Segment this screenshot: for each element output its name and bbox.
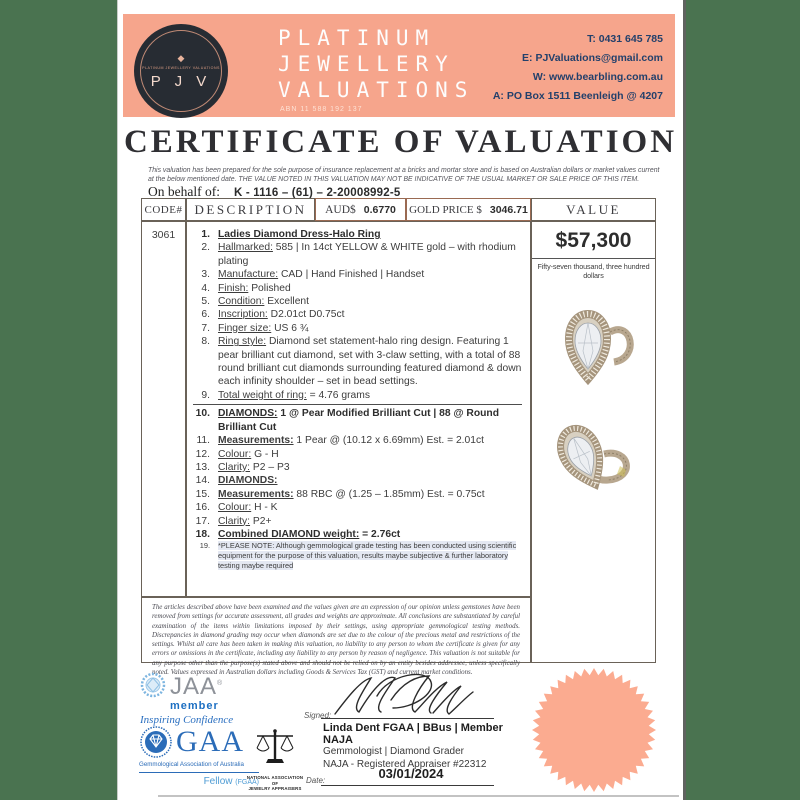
col-header-aud [315,198,406,221]
signee-name: Linda Dent FGAA | BBus | Member NAJA [323,722,503,746]
description-item: 15. Measurements: 88 RBC @ (1.25 – 1.85mm) Est. = 0.75ct [195,488,485,500]
description-item: 8. Ring style: Diamond set statement-halo ring design. Featuring 1 pear brilliant cut diamond, set with 3-claw setting, with a total of 88 round brilliant cut diamonds surrounding featured diamond & down each infinity shoulder – set in bead settings. [201,336,522,388]
contact-address: A: PO Box 1511 Beenleigh @ 4207 [492,90,663,102]
brand-line-2: JEWELLERY [278,52,455,76]
description-item: 4. Finish: Polished [201,282,291,294]
item-code-cell: 3061 [141,221,186,597]
gaa-fellow-label: Fellow (FGAA) [203,776,259,787]
logo-ring-text: PLATINUM JEWELLERY VALUATIONS [142,65,220,70]
contact-block [493,30,663,106]
signature-scribble [329,670,479,718]
valuation-disclaimer [148,166,660,184]
description-item: 1. Ladies Diamond Dress-Halo Ring [201,229,381,240]
scales-of-justice-icon [253,728,297,768]
aud-label: AUD$ [325,203,356,216]
signee-title: Gemmologist | Diamond Grader [323,746,464,757]
contact-phone: T: 0431 645 785 [587,33,663,45]
description-item: 5. Condition: Excellent [201,296,310,308]
col-header-description: DESCRIPTION [186,198,315,221]
signee-registration: NAJA - Registered Appraiser #22312 [323,758,487,770]
embossed-seal [530,666,658,794]
description-cell [186,221,531,597]
legal-paragraph: The articles described above have been examined and the values given are an expression of our opinion unless gemstones have been removed from settings for accurate assessment, all grades and weights are approximate. All conclusions are substantiated by careful examination of the items within limitations imposed by their settings, using appropriate gemmological testing methods. Discrepancies in diamond grading may occur when diamonds are set due to the colour of the precious metal and restrictions of the settings. Whilst all care has been taken in making this valuation, no liability to any person to whom the certificate is given for any errors or omissions in the certificate, including any liability to any person by reason of negligence. This valuation is not suitable for any purpose other than the purpose(s) stated above and should not be relied on by an entity besides addressee, unless specifically noted. Values expressed in Australian dollars including Goods & Services Tax (GST) and current market conditions. [141,597,531,663]
brand-line-3: VALUATIONS [278,78,475,102]
on-behalf-value: K - 1116 – (61) – 2-20008992-5 [233,187,401,199]
valuation-amount-words: Fifty-seven thousand, three hundred dollars [537,262,650,280]
jaa-gem-icon [140,672,166,698]
gaa-emblem-icon [139,725,173,759]
description-item: 17. Clarity: P2+ [195,515,272,527]
disclaimer-line-1: This valuation has been prepared for the sole purpose of insurance replacement at a bricks and mortar store and is based on Australian dollars or market values current at the below mentioned date. [148,167,660,183]
description-item: 6. Inscription: D2.01ct D0.75ct [201,309,345,321]
description-item: 2. Hallmarked: 585 | In 14ct YELLOW & WHITE gold – with rhodium plating [201,242,516,267]
description-item: 7. Finger size: US 6 ¾ [201,322,309,334]
date-row [306,766,506,790]
header-band [123,14,675,117]
diamond-icon: ◆ [177,52,185,63]
valuation-table [141,198,656,677]
brand-name [278,25,474,103]
gaa-fellow-logo [139,725,259,787]
description-item: 19. *PLEASE NOTE: Although gemmological grade testing has been conducted using scientific equipment for the purpose of this valuation, results maybe subjective & further laboratory testing maybe required [199,541,517,570]
valuation-amount: $57,300 [532,222,655,259]
ring-photo-side-view [542,414,646,498]
description-item: 3. Manufacture: CAD | Hand Finished | Handset [201,269,425,281]
gold-price-label: GOLD PRICE $ [409,203,482,216]
jaa-name: JAA® [170,673,224,700]
logo-ring [140,30,222,112]
signed-label: Signed: [304,711,332,720]
contact-website: W: www.bearbling.com.au [532,71,663,83]
col-header-code: CODE# [141,198,186,221]
date-value: 03/01/2024 [378,766,444,781]
signee-details [323,722,513,771]
description-item: 12. Colour: G - H [195,448,279,460]
jaa-member-label: member [170,700,219,712]
ring-photo-top-view [542,302,646,388]
description-item: 13. Clarity: P2 – P3 [195,461,290,473]
date-label: Date: [306,776,326,785]
on-behalf-label: On behalf of: [148,184,220,199]
page-bottom-edge [158,795,679,797]
contact-email: E: PJValuations@gmail.com [522,52,663,64]
col-header-value: VALUE [531,198,656,221]
description-item: 18. Combined DIAMOND weight: = 2.76ct [195,528,401,540]
description-item: 9. Total weight of ring: = 4.76 grams [193,389,522,405]
disclaimer-line-2: THE VALUE NOTED IN THIS VALUATION MAY NOT BE INDICATIVE OF THE USUAL MARKET OR SALE PRICE OF THIS ITEM. [238,176,640,183]
abn-number: ABN 11 588 192 137 [280,106,363,113]
gold-price-value: 3046.71 [489,203,528,216]
description-list [193,228,522,570]
logo-initials: P J V [150,72,212,90]
description-item: 14. DIAMONDS: [195,475,278,487]
naja-logo [246,728,304,792]
gaa-association-label: Gemmological Association of Australia [139,761,259,773]
gaa-name: GAA [176,725,244,758]
signature-line [321,718,494,719]
date-line [321,785,494,786]
description-item: 10. DIAMONDS: 1 @ Pear Modified Brilliant Cut | 88 @ Round Brilliant Cut [195,408,499,433]
jaa-member-logo [140,672,250,726]
naja-label: NATIONAL ASSOCIATION OF JEWELRY APPRAISERS [246,775,304,791]
description-item: 16. Colour: H - K [195,502,278,514]
certificate-title: CERTIFICATE OF VALUATION [123,124,678,160]
pjv-logo [134,24,228,118]
value-cell [531,221,656,663]
jaa-tagline: Inspiring Confidence [140,714,234,726]
certificate-page [117,0,686,800]
aud-rate: 0.6770 [363,203,396,216]
col-header-gold-price [406,198,531,221]
description-item: 11. Measurements: 1 Pear @ (10.12 x 6.69mm) Est. = 2.01ct [196,435,484,447]
brand-line-1: PLATINUM [278,26,436,50]
